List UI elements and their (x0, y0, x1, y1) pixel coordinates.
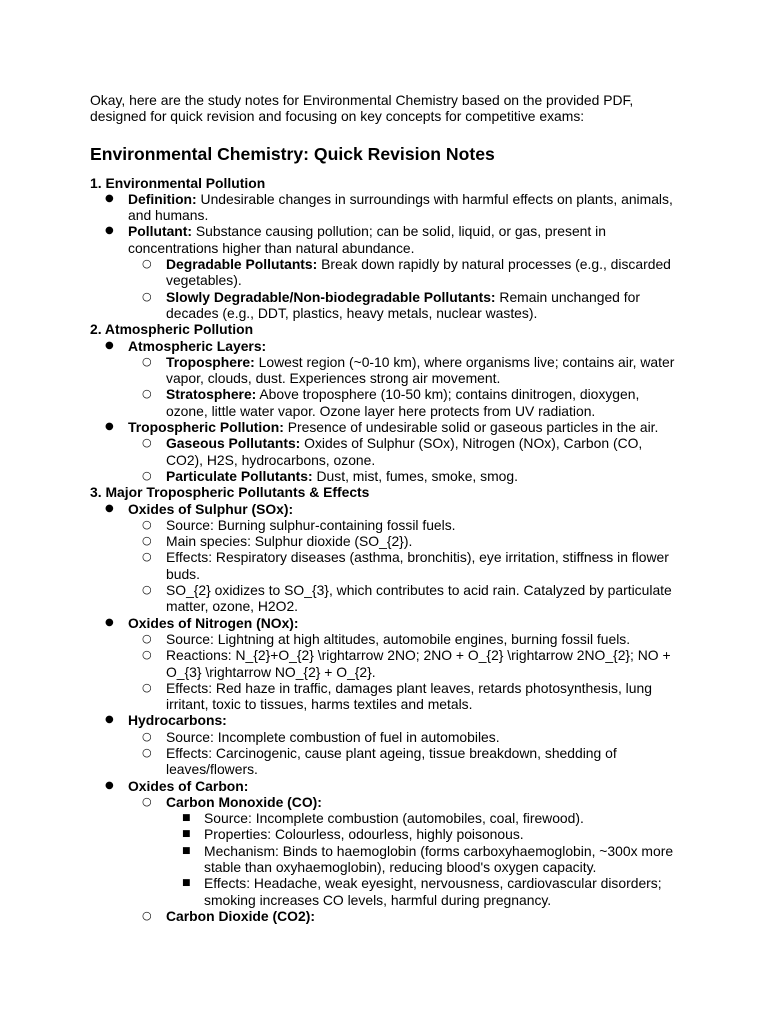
list-item: ■ Source: Incomplete combustion (automobiles, coal, firewood). (166, 810, 682, 826)
list-item: ○ Reactions: N_{2}+O_{2} \rightarrow 2NO; 2NO + O_{2} \rightarrow 2NO_{2}; NO + O_{3} \rightarrow NO_{2} + O_{2}. (128, 647, 682, 680)
term-label: Carbon Monoxide (CO): (166, 793, 322, 810)
term-label: Gaseous Pollutants: (166, 435, 301, 452)
term-text: Dust, mist, fumes, smoke, smog. (312, 467, 518, 484)
sub-list (128, 435, 682, 484)
list-item: ■ Effects: Headache, weak eyesight, nervousness, cardiovascular disorders; smoking increases CO levels, harmful during pregnancy. (166, 875, 682, 908)
list-item: ○ Effects: Respiratory diseases (asthma, bronchitis), eye irritation, stiffness in flower buds. (128, 549, 682, 582)
list-item (128, 908, 682, 924)
section-heading-tropospheric: 3. Major Tropospheric Pollutants & Effects (90, 484, 370, 501)
term-label: Troposphere: (166, 353, 255, 370)
term-text: Lowest region (~0-10 km), where organisms live; contains air, water vapor, clouds, dust. Experiences strong air movement. (166, 353, 675, 387)
term-text: Substance causing pollution; can be solid, liquid, or gas, present in concentrations higher than natural abundance. (128, 223, 606, 256)
term-label: Pollutant: (128, 223, 193, 240)
list-item (128, 354, 682, 387)
list-item (128, 289, 682, 322)
term-label: Oxides of Sulphur (SOx): (128, 500, 294, 517)
list-item (128, 256, 682, 289)
intro-paragraph: Okay, here are the study notes for Environmental Chemistry based on the provided PDF, designed for quick revision and focusing on key concepts for competitive exams: (90, 92, 634, 125)
list-item (90, 615, 682, 713)
section-heading-atmospheric: 2. Atmospheric Pollution (90, 321, 254, 338)
sub-sub-list (166, 810, 682, 908)
term-label: Tropospheric Pollution: (128, 419, 284, 436)
list-item (90, 501, 682, 615)
list-item (128, 468, 682, 484)
list-item (90, 338, 682, 419)
document-body (90, 92, 682, 924)
section-1-list (90, 191, 682, 321)
sub-list (128, 256, 682, 321)
sub-list (128, 631, 682, 712)
list-item: ○ Source: Incomplete combustion of fuel in automobiles. (128, 729, 682, 745)
term-text: Oxides of Sulphur (SOx), Nitrogen (NOx), Carbon (CO, CO2), H2S, hydrocarbons, ozone. (166, 435, 643, 468)
term-label: Definition: (128, 190, 197, 207)
list-item (90, 191, 682, 224)
term-label: Slowly Degradable/Non-biodegradable Pollutants: (166, 288, 496, 305)
sub-list (128, 729, 682, 778)
list-item: ○ Effects: Carcinogenic, cause plant ageing, tissue breakdown, shedding of leaves/flowers. (128, 745, 682, 778)
list-item: ○ SO_{2} oxidizes to SO_{3}, which contributes to acid rain. Catalyzed by particulate matter, ozone, H2O2. (128, 582, 682, 615)
term-text: Presence of undesirable solid or gaseous particles in the air. (283, 419, 659, 436)
list-item: ○ Source: Lightning at high altitudes, automobile engines, burning fossil fuels. (128, 631, 682, 647)
list-item (90, 419, 682, 484)
term-text: Undesirable changes in surroundings with harmful effects on plants, animals, and humans. (128, 190, 673, 224)
sub-list (128, 354, 682, 419)
list-item (90, 712, 682, 777)
section-2-list (90, 338, 682, 485)
term-text: Above troposphere (10-50 km); contains dinitrogen, dioxygen, ozone, little water vapor. Ozone layer here protects from UV radiation. (166, 386, 640, 419)
list-item (128, 386, 682, 419)
term-label: Hydrocarbons: (128, 712, 227, 729)
list-item: ○ Source: Burning sulphur-containing fossil fuels. (128, 517, 682, 533)
term-label: Carbon Dioxide (CO2): (166, 907, 315, 924)
list-item: ■ Mechanism: Binds to haemoglobin (forms carboxyhaemoglobin, ~300x more stable than oxyhaemoglobin), reducing blood's oxygen capacity. (166, 843, 682, 876)
list-item (128, 794, 682, 908)
section-heading-pollution: 1. Environmental Pollution (90, 174, 266, 191)
term-label: Degradable Pollutants: (166, 256, 318, 273)
term-label: Oxides of Nitrogen (NOx): (128, 614, 299, 631)
term-text: Break down rapidly by natural processes (e.g., discarded vegetables). (166, 256, 671, 289)
term-label: Stratosphere: (166, 386, 257, 403)
list-item (90, 778, 682, 925)
term-label: Atmospheric Layers: (128, 337, 267, 354)
list-item (90, 223, 682, 321)
term-label: Particulate Pollutants: (166, 467, 313, 484)
section-3-list (90, 501, 682, 925)
list-item: ○ Effects: Red haze in traffic, damages plant leaves, retards photosynthesis, lung irritant, toxic to tissues, harms textiles and metals. (128, 680, 682, 713)
term-text: Remain unchanged for decades (e.g., DDT, plastics, heavy metals, nuclear wastes). (166, 288, 640, 321)
list-item: ■ Properties: Colourless, odourless, highly poisonous. (166, 826, 682, 842)
list-item: ○ Main species: Sulphur dioxide (SO_{2}). (128, 533, 682, 549)
sub-list (128, 517, 682, 615)
page-title: Environmental Chemistry: Quick Revision Notes (90, 143, 495, 164)
term-label: Oxides of Carbon: (128, 777, 249, 794)
sub-list (128, 794, 682, 924)
list-item (128, 435, 682, 468)
